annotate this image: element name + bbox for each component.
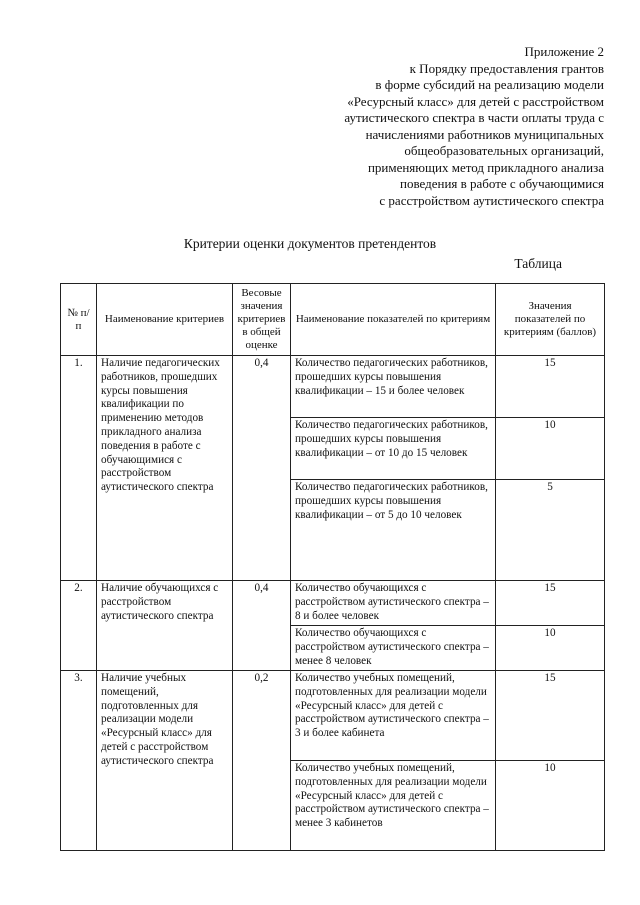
criterion-weight: 0,2 (233, 671, 291, 851)
table-header-row (61, 284, 605, 356)
table-row (61, 671, 605, 761)
table-label: Таблица (514, 256, 562, 271)
row-number: 1. (61, 356, 97, 581)
column-header-weight: Весовые значения критериев в общей оценке (233, 284, 291, 356)
indicator-name: Количество учебных помещений, подготовленных для реализации модели «Ресурсный класс» для детей с расстройством аутистического спектра – менее 3 кабинетов (291, 761, 496, 851)
header-line: «Ресурсный класс» для детей с расстройством (347, 93, 604, 109)
header-line: применяющих метод прикладного анализа (367, 159, 604, 175)
criterion-weight: 0,4 (233, 581, 291, 671)
header-line: Приложение 2 (524, 44, 604, 59)
indicator-name: Количество учебных помещений, подготовленных для реализации модели «Ресурсный класс» для детей с расстройством аутистического спектра – 3 и более кабинета (291, 671, 496, 761)
row-number: 3. (61, 671, 97, 851)
criterion-name: Наличие обучающихся с расстройством аутистического спектра (97, 581, 233, 671)
header-line: поведения в работе с обучающимися (399, 176, 604, 191)
indicator-score: 10 (496, 418, 605, 480)
indicator-score: 10 (496, 626, 605, 671)
header-line: к Порядку предоставления грантов (409, 60, 604, 76)
column-header-criterion: Наименование критериев (97, 284, 233, 356)
header-line: аутистического спектра в части оплаты труда с (344, 110, 604, 125)
header-line: с расстройством аутистического спектра (379, 192, 604, 208)
indicator-score: 5 (496, 480, 605, 581)
indicator-name: Количество педагогических работников, прошедших курсы повышения квалификации – 15 и более человек (291, 356, 496, 418)
criterion-name: Наличие педагогических работников, прошедших курсы повышения квалификации по применению методов прикладного анализа поведения в работе с обучающимися с расстройством аутистического спектра (97, 356, 233, 581)
indicator-name: Количество обучающихся с расстройством аутистического спектра – менее 8 человек (291, 626, 496, 671)
column-header-indicator: Наименование показателей по критериям (291, 284, 496, 356)
criterion-weight: 0,4 (233, 356, 291, 581)
document-title: Критерии оценки документов претендентов (183, 236, 437, 251)
row-number: 2. (61, 581, 97, 671)
indicator-score: 10 (496, 761, 605, 851)
indicator-score: 15 (496, 356, 605, 418)
indicator-name: Количество педагогических работников, прошедших курсы повышения квалификации – от 5 до 10 человек (291, 480, 496, 581)
criteria-table (60, 283, 605, 851)
appendix-header (244, 44, 604, 209)
indicator-name: Количество обучающихся с расстройством аутистического спектра – 8 и более человек (291, 581, 496, 626)
column-header-number: № п/п (61, 284, 97, 356)
column-header-score: Значения показателей по критериям (баллов) (496, 284, 605, 356)
header-line: в форме субсидий на реализацию модели (375, 77, 604, 92)
header-line: общеобразовательных организаций, (404, 143, 604, 158)
header-line: начислениями работников муниципальных (365, 126, 604, 142)
indicator-score: 15 (496, 671, 605, 761)
table-row (61, 356, 605, 418)
criterion-name: Наличие учебных помещений, подготовленных для реализации модели «Ресурсный класс» для детей с расстройством аутистического спектра (97, 671, 233, 851)
indicator-score: 15 (496, 581, 605, 626)
table-row (61, 581, 605, 626)
indicator-name: Количество педагогических работников, прошедших курсы повышения квалификации – от 10 до 15 человек (291, 418, 496, 480)
